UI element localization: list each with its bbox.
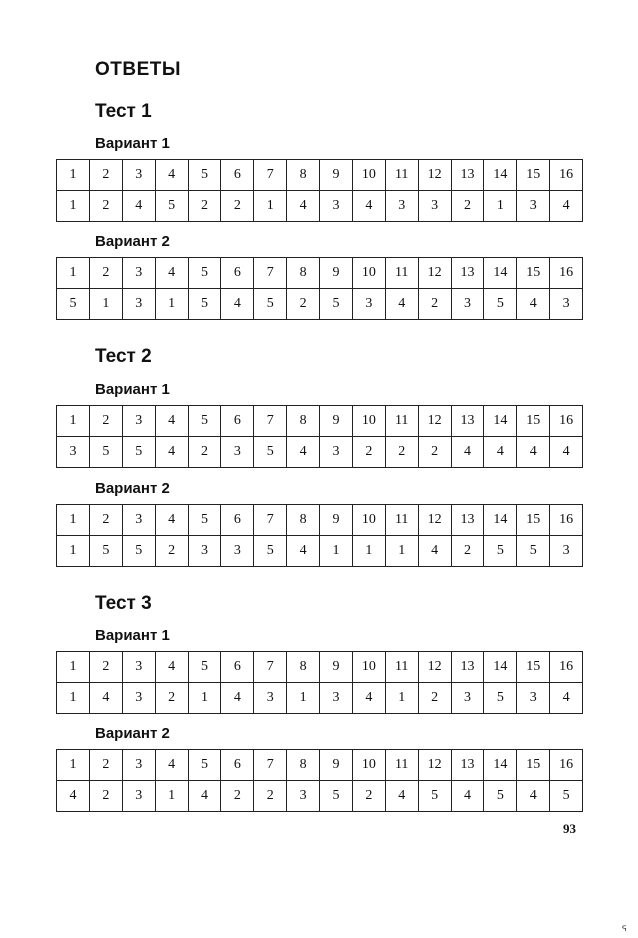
answer-cell: 3 [287,781,320,812]
answer-cell: 4 [221,289,254,320]
answer-cell: 1 [352,536,385,567]
answer-cell: 3 [122,289,155,320]
answer-cell: 3 [320,437,353,468]
number-cell: 1 [57,505,90,536]
answer-cell: 5 [320,289,353,320]
answer-cell: 2 [221,781,254,812]
answer-cell: 4 [550,191,583,222]
number-cell: 13 [451,160,484,191]
answer-cell: 3 [188,536,221,567]
test-3-title: Тест 3 [95,593,152,614]
number-cell: 2 [89,258,122,289]
number-cell: 11 [385,505,418,536]
number-cell: 13 [451,258,484,289]
answer-cell: 5 [188,289,221,320]
number-cell: 5 [188,160,221,191]
answer-cell: 5 [320,781,353,812]
test-2-variant-1-title: Вариант 1 [95,381,170,398]
number-row [57,406,583,437]
number-cell: 9 [320,160,353,191]
page-title: ОТВЕТЫ [95,59,181,80]
answer-cell: 3 [122,683,155,714]
number-cell: 2 [89,505,122,536]
number-cell: 4 [155,160,188,191]
number-row [57,652,583,683]
number-cell: 1 [57,750,90,781]
answer-cell: 4 [517,437,550,468]
number-cell: 12 [418,160,451,191]
number-cell: 6 [221,406,254,437]
number-cell: 15 [517,505,550,536]
number-cell: 15 [517,258,550,289]
number-cell: 10 [352,505,385,536]
number-cell: 12 [418,750,451,781]
number-row [57,160,583,191]
answer-cell: 4 [122,191,155,222]
answer-cell: 5 [122,536,155,567]
answer-cell: 4 [57,781,90,812]
number-cell: 14 [484,652,517,683]
number-cell: 6 [221,652,254,683]
answer-cell: 5 [484,289,517,320]
answer-table [56,651,583,714]
answer-cell: 2 [287,289,320,320]
answer-cell: 2 [385,437,418,468]
answer-table [56,749,583,812]
number-cell: 7 [254,505,287,536]
answer-cell: 5 [484,683,517,714]
number-row [57,750,583,781]
answer-cell: 2 [89,781,122,812]
number-cell: 9 [320,406,353,437]
answer-row [57,683,583,714]
answer-cell: 5 [254,289,287,320]
answer-cell: 3 [550,289,583,320]
number-cell: 12 [418,406,451,437]
number-cell: 10 [352,406,385,437]
answer-cell: 2 [155,683,188,714]
number-cell: 15 [517,160,550,191]
answer-cell: 1 [287,683,320,714]
number-cell: 3 [122,258,155,289]
number-cell: 10 [352,750,385,781]
number-cell: 16 [550,160,583,191]
answer-cell: 2 [451,191,484,222]
answer-cell: 4 [517,289,550,320]
answer-cell: 3 [221,536,254,567]
answer-cell: 3 [517,683,550,714]
answer-cell: 3 [320,191,353,222]
answer-cell: 1 [254,191,287,222]
number-cell: 10 [352,258,385,289]
answer-cell: 5 [122,437,155,468]
answer-cell: 5 [517,536,550,567]
test-2-variant-2-title: Вариант 2 [95,480,170,497]
test-1-variant-1-title: Вариант 1 [95,135,170,152]
number-cell: 13 [451,406,484,437]
answer-cell: 5 [89,437,122,468]
answer-cell: 4 [385,781,418,812]
number-cell: 1 [57,652,90,683]
answer-cell: 1 [188,683,221,714]
number-cell: 3 [122,505,155,536]
answer-cell: 2 [418,683,451,714]
answer-cell: 2 [188,437,221,468]
number-cell: 1 [57,258,90,289]
answer-cell: 3 [451,683,484,714]
number-cell: 4 [155,406,188,437]
answer-cell: 3 [57,437,90,468]
answer-cell: 3 [352,289,385,320]
number-cell: 7 [254,258,287,289]
answer-cell: 2 [451,536,484,567]
answer-cell: 5 [550,781,583,812]
number-cell: 15 [517,750,550,781]
answer-row [57,289,583,320]
number-cell: 11 [385,652,418,683]
number-cell: 13 [451,750,484,781]
number-cell: 14 [484,505,517,536]
answer-cell: 4 [418,536,451,567]
answer-cell: 2 [352,781,385,812]
answer-cell: 4 [155,437,188,468]
answer-cell: 4 [550,683,583,714]
number-cell: 4 [155,750,188,781]
answer-table [56,504,583,567]
number-cell: 6 [221,505,254,536]
answer-cell: 4 [385,289,418,320]
answer-cell: 2 [418,289,451,320]
answer-cell: 1 [385,683,418,714]
number-cell: 16 [550,505,583,536]
answer-cell: 5 [484,781,517,812]
number-cell: 2 [89,750,122,781]
answer-cell: 2 [254,781,287,812]
answer-cell: 3 [385,191,418,222]
number-cell: 14 [484,406,517,437]
answer-cell: 4 [352,683,385,714]
number-cell: 2 [89,160,122,191]
answer-cell: 5 [89,536,122,567]
number-cell: 12 [418,258,451,289]
number-cell: 5 [188,258,221,289]
number-cell: 9 [320,652,353,683]
answer-cell: 4 [517,781,550,812]
corner-mark: ᕋ [622,924,627,933]
answer-cell: 4 [352,191,385,222]
test-3-variant-1-title: Вариант 1 [95,627,170,644]
number-row [57,258,583,289]
number-cell: 15 [517,406,550,437]
number-cell: 5 [188,505,221,536]
number-cell: 3 [122,652,155,683]
answer-cell: 3 [418,191,451,222]
number-cell: 11 [385,258,418,289]
number-cell: 12 [418,505,451,536]
answer-cell: 1 [484,191,517,222]
number-cell: 16 [550,406,583,437]
number-cell: 14 [484,258,517,289]
number-cell: 5 [188,750,221,781]
number-cell: 11 [385,750,418,781]
answer-row [57,781,583,812]
number-cell: 8 [287,258,320,289]
number-cell: 8 [287,652,320,683]
answer-cell: 3 [517,191,550,222]
number-cell: 8 [287,406,320,437]
number-cell: 4 [155,652,188,683]
answer-table [56,257,583,320]
number-cell: 4 [155,505,188,536]
answer-cell: 1 [57,536,90,567]
answer-cell: 4 [221,683,254,714]
test-1-variant-2-title: Вариант 2 [95,233,170,250]
number-cell: 12 [418,652,451,683]
page-number: 93 [563,821,576,836]
test-1-title: Тест 1 [95,101,152,122]
answer-cell: 1 [57,683,90,714]
test-2-title: Тест 2 [95,346,152,367]
answer-cell: 5 [418,781,451,812]
number-cell: 15 [517,652,550,683]
test-3-variant-2-title: Вариант 2 [95,725,170,742]
number-cell: 14 [484,750,517,781]
number-cell: 10 [352,160,385,191]
answer-cell: 2 [221,191,254,222]
number-cell: 7 [254,750,287,781]
number-cell: 13 [451,652,484,683]
number-cell: 6 [221,258,254,289]
number-cell: 3 [122,750,155,781]
answer-cell: 4 [484,437,517,468]
number-cell: 7 [254,406,287,437]
number-cell: 5 [188,406,221,437]
number-cell: 16 [550,258,583,289]
number-cell: 11 [385,406,418,437]
number-cell: 4 [155,258,188,289]
answer-cell: 4 [188,781,221,812]
answer-cell: 4 [550,437,583,468]
number-cell: 16 [550,652,583,683]
answer-cell: 3 [550,536,583,567]
answer-cell: 4 [287,191,320,222]
number-cell: 8 [287,750,320,781]
number-cell: 3 [122,160,155,191]
answer-cell: 4 [451,781,484,812]
number-cell: 5 [188,652,221,683]
number-cell: 1 [57,406,90,437]
answer-cell: 1 [89,289,122,320]
number-cell: 7 [254,652,287,683]
number-cell: 14 [484,160,517,191]
number-cell: 8 [287,505,320,536]
number-cell: 16 [550,750,583,781]
answer-cell: 4 [287,536,320,567]
number-cell: 9 [320,750,353,781]
answer-row [57,536,583,567]
answer-cell: 2 [352,437,385,468]
number-cell: 6 [221,750,254,781]
answer-cell: 3 [221,437,254,468]
answer-cell: 4 [89,683,122,714]
number-row [57,505,583,536]
answer-cell: 1 [57,191,90,222]
answer-cell: 2 [155,536,188,567]
answer-table [56,159,583,222]
answer-cell: 3 [254,683,287,714]
answer-table [56,405,583,468]
answer-cell: 3 [320,683,353,714]
answer-cell: 3 [122,781,155,812]
number-cell: 3 [122,406,155,437]
answer-cell: 5 [484,536,517,567]
number-cell: 9 [320,258,353,289]
answer-cell: 2 [418,437,451,468]
answer-cell: 3 [451,289,484,320]
answer-row [57,437,583,468]
answer-cell: 1 [320,536,353,567]
answer-cell: 4 [287,437,320,468]
number-cell: 10 [352,652,385,683]
number-cell: 13 [451,505,484,536]
answer-cell: 5 [155,191,188,222]
number-cell: 7 [254,160,287,191]
answer-cell: 5 [254,536,287,567]
number-cell: 2 [89,406,122,437]
answer-cell: 4 [451,437,484,468]
answer-cell: 1 [385,536,418,567]
number-cell: 2 [89,652,122,683]
number-cell: 9 [320,505,353,536]
answer-row [57,191,583,222]
number-cell: 8 [287,160,320,191]
number-cell: 6 [221,160,254,191]
answer-cell: 5 [254,437,287,468]
answer-cell: 2 [188,191,221,222]
number-cell: 11 [385,160,418,191]
answer-cell: 1 [155,289,188,320]
answer-cell: 1 [155,781,188,812]
answer-cell: 2 [89,191,122,222]
number-cell: 1 [57,160,90,191]
answer-cell: 5 [57,289,90,320]
